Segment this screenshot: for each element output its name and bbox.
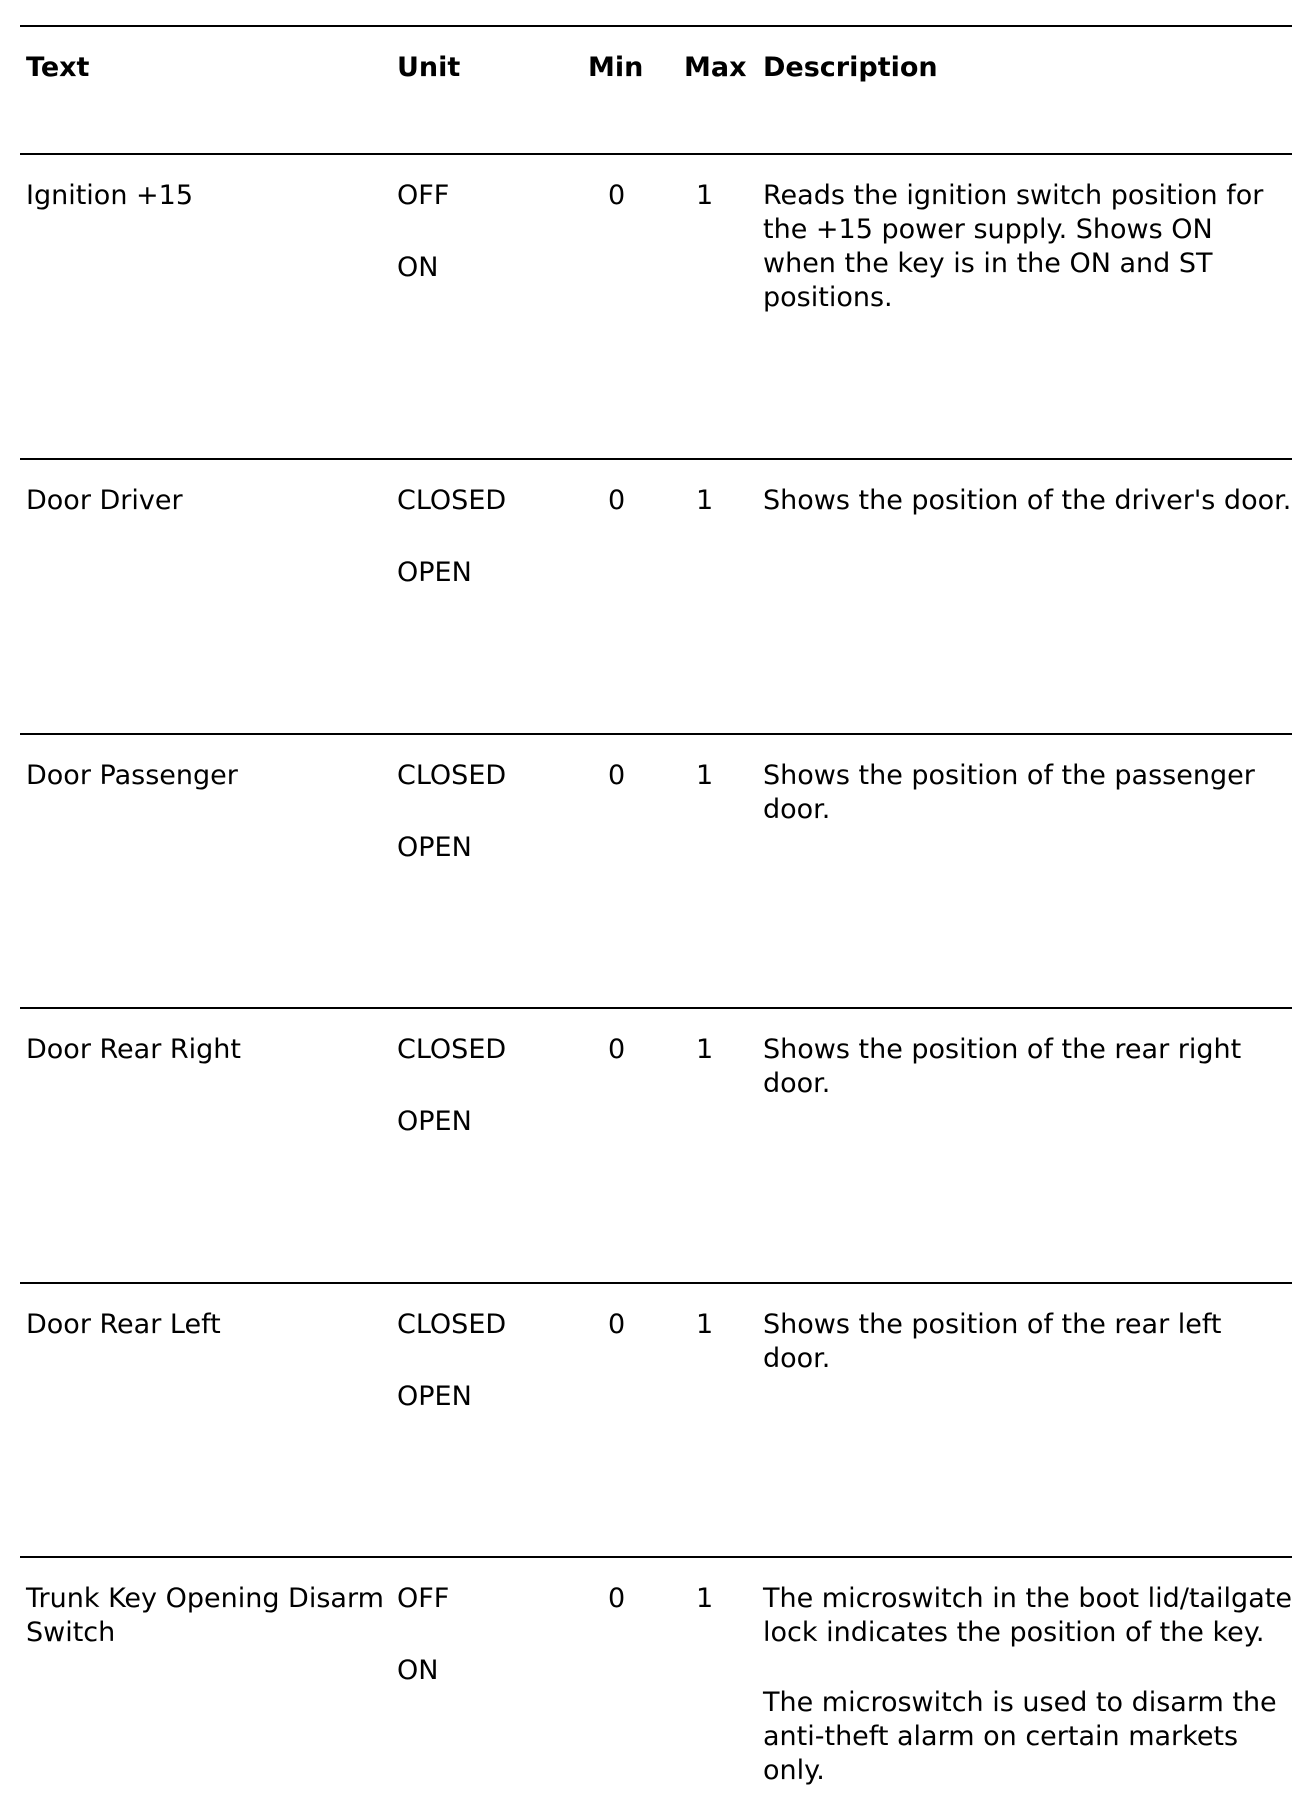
unit-state: CLOSED	[397, 1034, 507, 1065]
table-header	[20, 25, 1292, 153]
description-paragraph: Shows the position of the rear right door.	[763, 1034, 1242, 1099]
row-unit	[397, 1582, 577, 1688]
row-text: Trunk Key Opening Disarm Switch	[26, 1583, 384, 1648]
row-max: 1	[696, 1309, 714, 1340]
description-paragraph: The microswitch is used to disarm the anti-theft alarm on certain markets only.	[763, 1687, 1277, 1786]
row-max: 1	[696, 1583, 714, 1614]
header-text: Text	[26, 52, 90, 83]
header-description: Description	[763, 52, 938, 83]
description-paragraph: Shows the position of the passenger door.	[763, 760, 1255, 825]
row-max: 1	[696, 180, 714, 211]
unit-state: OPEN	[397, 1381, 472, 1412]
row-description	[763, 484, 1292, 518]
table-row	[20, 733, 1292, 1007]
row-unit	[397, 1033, 577, 1139]
unit-state: CLOSED	[397, 1309, 507, 1340]
signal-table	[20, 25, 1292, 1806]
row-description	[763, 1033, 1292, 1101]
row-text: Door Rear Left	[26, 1309, 221, 1340]
row-text: Door Passenger	[26, 760, 238, 791]
row-max: 1	[696, 485, 714, 516]
row-unit	[397, 1308, 577, 1414]
unit-state: OFF	[397, 180, 450, 211]
header-unit: Unit	[397, 52, 461, 83]
unit-state: OPEN	[397, 1106, 472, 1137]
table-row	[20, 1282, 1292, 1556]
description-paragraph: Shows the position of the driver's door.	[763, 485, 1292, 516]
unit-state: OPEN	[397, 832, 472, 863]
unit-state: OFF	[397, 1583, 450, 1614]
header-max: Max	[684, 52, 747, 83]
row-min: 0	[608, 180, 626, 211]
description-paragraph: Reads the ignition switch position for the +15 power supply. Shows ON when the key is in the ON and ST positions.	[763, 180, 1264, 313]
table-row	[20, 458, 1292, 733]
row-min: 0	[608, 1309, 626, 1340]
row-unit	[397, 759, 577, 865]
row-description	[763, 759, 1292, 827]
row-description	[763, 1582, 1292, 1788]
unit-state: OPEN	[397, 557, 472, 588]
row-unit	[397, 179, 577, 285]
table-row	[20, 1007, 1292, 1282]
row-max: 1	[696, 1034, 714, 1065]
table-row	[20, 153, 1292, 458]
row-text: Door Driver	[26, 485, 183, 516]
header-min: Min	[588, 52, 644, 83]
row-min: 0	[608, 760, 626, 791]
table-row	[20, 1556, 1292, 1806]
description-paragraph: Shows the position of the rear left door.	[763, 1309, 1222, 1374]
description-paragraph: The microswitch in the boot lid/tailgate lock indicates the position of the key.	[763, 1583, 1292, 1648]
row-min: 0	[608, 485, 626, 516]
row-text: Door Rear Right	[26, 1034, 241, 1065]
unit-state: CLOSED	[397, 485, 507, 516]
row-description	[763, 179, 1292, 315]
row-description	[763, 1308, 1292, 1376]
row-text: Ignition +15	[26, 180, 193, 211]
row-unit	[397, 484, 577, 590]
unit-state: ON	[397, 1655, 439, 1686]
row-max: 1	[696, 760, 714, 791]
unit-state: CLOSED	[397, 760, 507, 791]
row-min: 0	[608, 1034, 626, 1065]
unit-state: ON	[397, 252, 439, 283]
row-min: 0	[608, 1583, 626, 1614]
